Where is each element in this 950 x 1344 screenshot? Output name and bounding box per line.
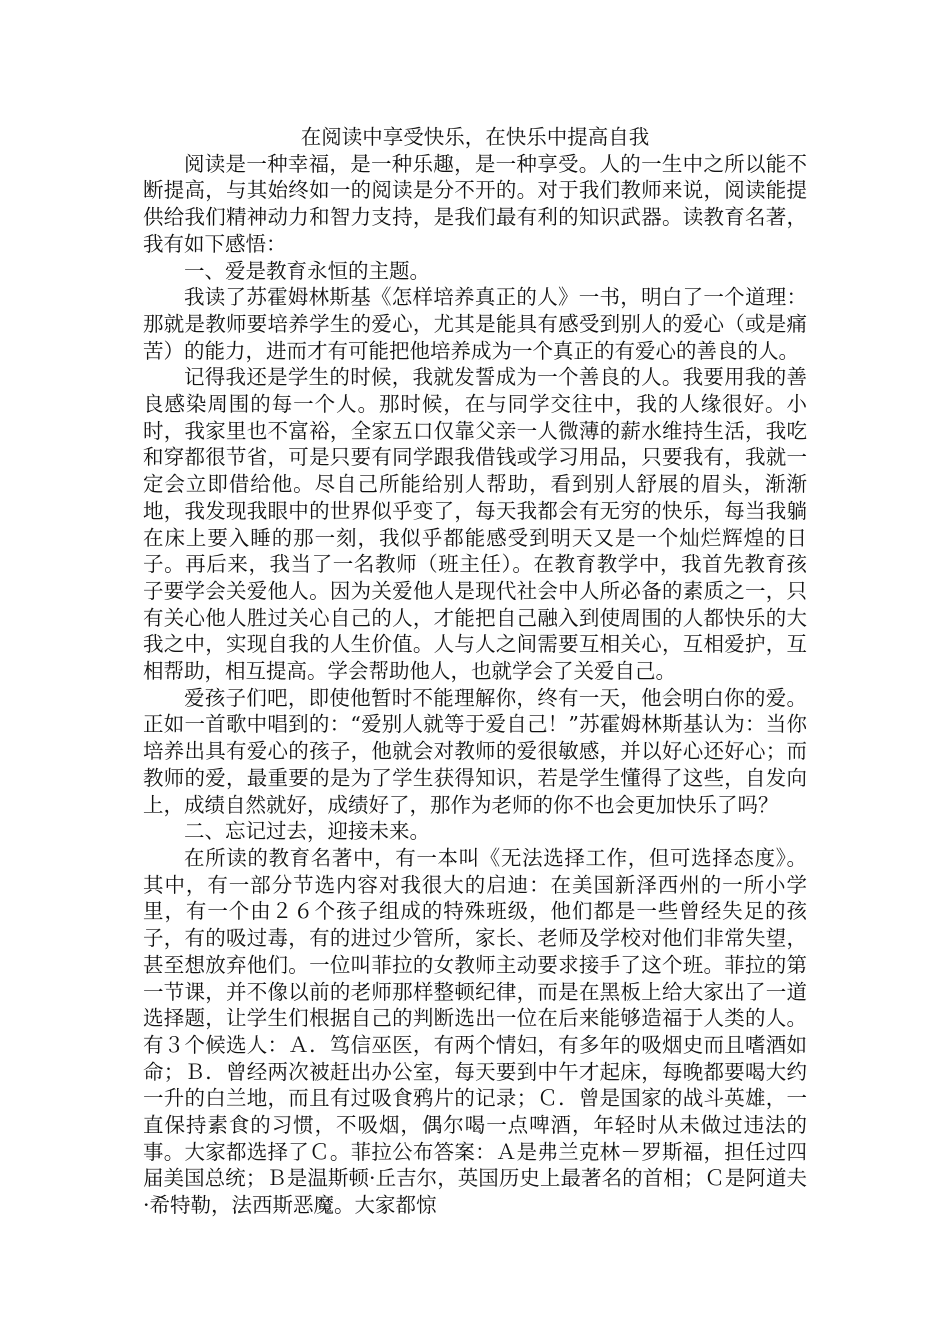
document-title: 在阅读中享受快乐，在快乐中提高自我 bbox=[300, 125, 650, 149]
body-paragraph: 爱孩子们吧，即使他暂时不能理解你，终有一天，他会明白你的爱。正如一首歌中唱到的：“爱别人就等于爱自己！”苏霍姆林斯基认为：当你培养出具有爱心的孩子，他就会对教师的爱很敏感，并以好心还好心；而教师的爱，最重要的是为了学生获得知识，若是学生懂得了这些，自发向上，成绩自然就好，成绩好了，那作为老师的你不也会更加快乐了吗？ bbox=[143, 685, 807, 817]
body-paragraph: 我读了苏霍姆林斯基《怎样培养真正的人》一书，明白了一个道理：那就是教师要培养学生的爱心，尤其是能具有感受到别人的爱心（或是痛苦）的能力，进而才有可能把他培养成为一个真正的有爱心的善良的人。 bbox=[143, 285, 807, 363]
section-heading-2: 二、忘记过去，迎接未来。 bbox=[184, 819, 430, 844]
body-paragraph: 记得我还是学生的时候，我就发誓成为一个善良的人。我要用我的善良感染周围的每一个人。那时候，在与同学交往中，我的人缘很好。小时，我家里也不富裕，全家五口仅靠父亲一人微薄的薪水维持生活，我吃和穿都很节省，可是只要有同学跟我借钱或学习用品，只要我有，我就一定会立即借给他。尽自己所能给别人帮助，看到别人舒展的眉头，渐渐地，我发现我眼中的世界似乎变了，每天我都会有无穷的快乐，每当我躺在床上要入睡的那一刻，我似乎都能感受到明天又是一个灿烂辉煌的日子。再后来，我当了一名教师（班主任）。在教育教学中，我首先教育孩子要学会关爱他人。因为关爱他人是现代社会中人所必备的素质之一，只有关心他人胜过关心自己的人，才能把自己融入到使周围的人都快乐的大我之中，实现自我的人生价值。人与人之间需要互相关心，互相爱护，互相帮助，相互提高。学会帮助他人，也就学会了关爱自己。 bbox=[143, 365, 807, 684]
document-page bbox=[143, 124, 807, 1219]
intro-paragraph: 阅读是一种幸福，是一种乐趣，是一种享受。人的一生中之所以能不断提高，与其始终如一的阅读是分不开的。对于我们教师来说，阅读能提供给我们精神动力和智力支持，是我们最有利的知识武器。读教育名著，我有如下感悟： bbox=[143, 151, 807, 256]
section-heading-1: 一、爱是教育永恒的主题。 bbox=[184, 258, 430, 283]
body-paragraph: 在所读的教育名著中，有一本叫《无法选择工作，但可选择态度》。其中，有一部分节选内容对我很大的启迪：在美国新泽西州的一所小学里，有一个由２６个孩子组成的特殊班级，他们都是一些曾经失足的孩子，有的吸过毒，有的进过少管所，家长、老师及学校对他们非常失望，甚至想放弃他们。一位叫菲拉的女教师主动要求接手了这个班。菲拉的第一节课，并不像以前的老师那样整顿纪律，而是在黑板上给大家出了一道选择题，让学生们根据自己的判断选出一位在后来能够造福于人类的人。有３个候选人：Ａ．笃信巫医，有两个情妇，有多年的吸烟史而且嗜酒如命；Ｂ．曾经两次被赶出办公室，每天要到中午才起床，每晚都要喝大约一升的白兰地，而且有过吸食鸦片的记录；Ｃ．曾是国家的战斗英雄，一直保持素食的习惯，不吸烟，偶尔喝一点啤酒，年轻时从未做过违法的事。大家都选择了Ｃ。菲拉公布答案：Ａ是弗兰克林－罗斯福，担任过四届美国总统；Ｂ是温斯顿·丘吉尔，英国历史上最著名的首相；Ｃ是阿道夫·希特勒，法西斯恶魔。大家都惊 bbox=[143, 845, 807, 1218]
